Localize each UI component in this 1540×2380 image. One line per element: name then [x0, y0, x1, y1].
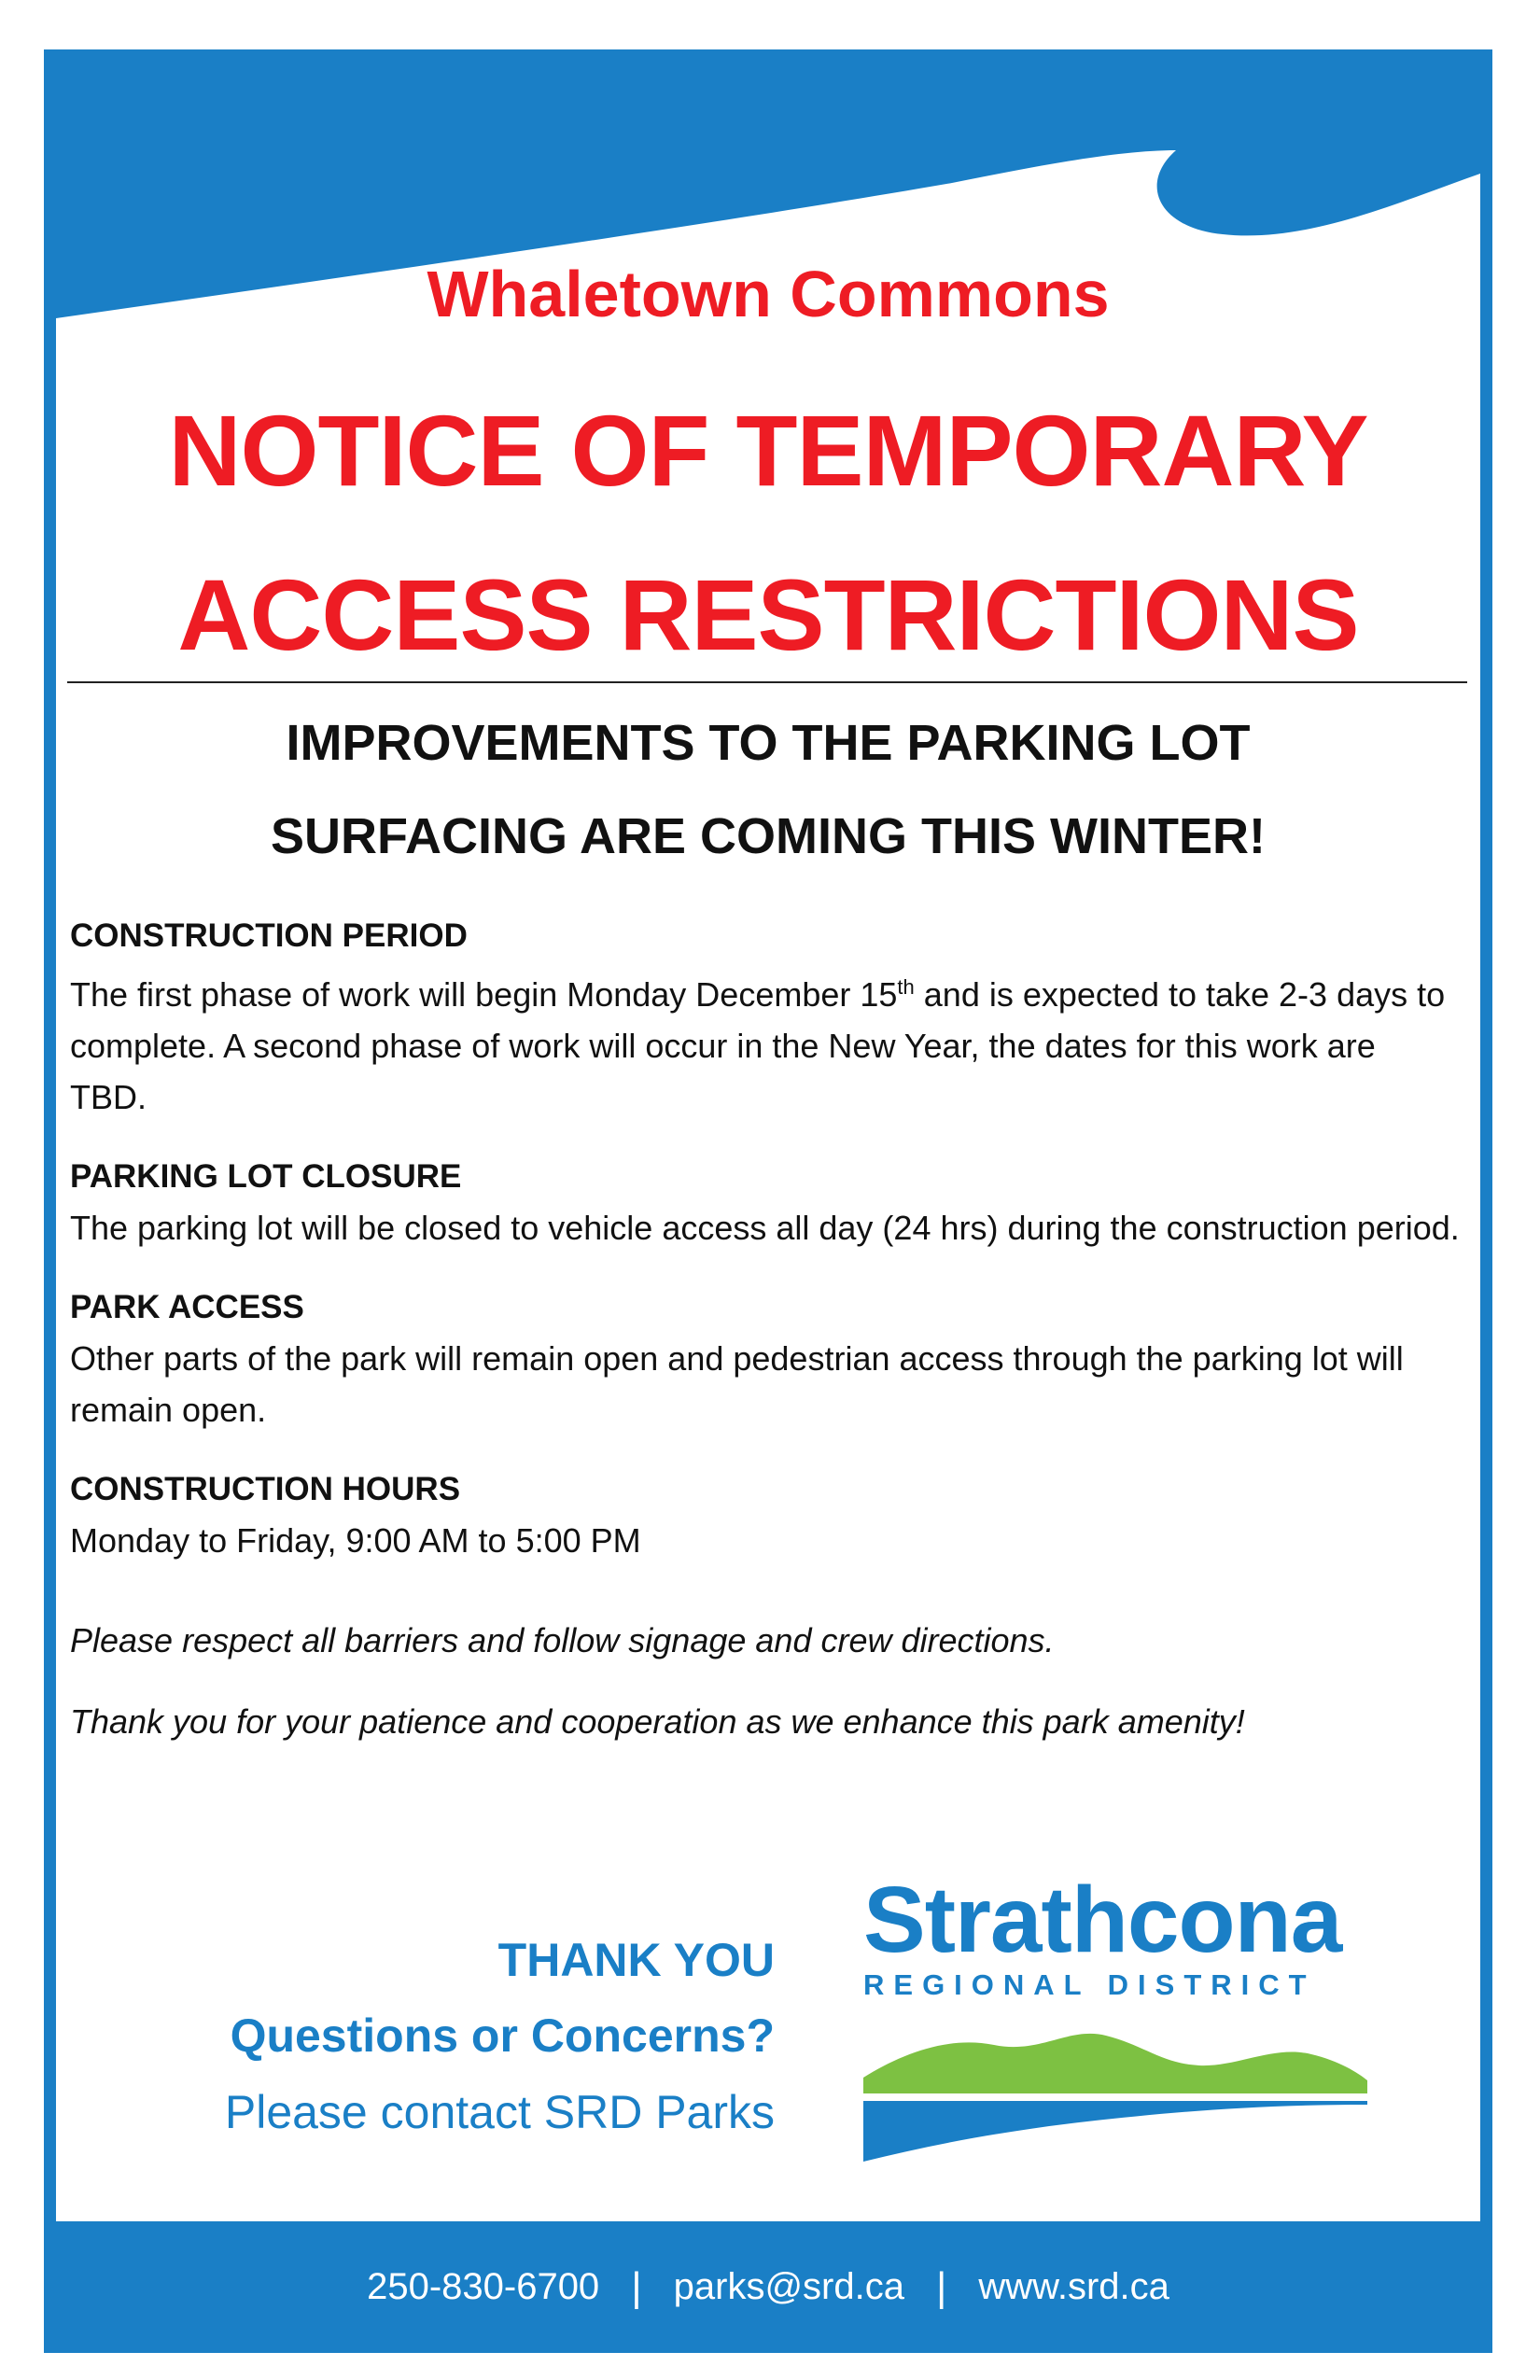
section-title: CONSTRUCTION HOURS: [70, 1471, 461, 1507]
section-park-access: [70, 1281, 1461, 1435]
section-text: The parking lot will be closed to vehicle access all day (24 hrs) during the construction period.: [70, 1209, 1460, 1247]
srd-logo: [863, 1868, 1377, 2166]
note-respect-barriers: Please respect all barriers and follow signage and crew directions.: [70, 1621, 1055, 1659]
section-text: Other parts of the park will remain open and pedestrian access through the parking lot will remain open.: [70, 1339, 1404, 1429]
footer-phone: 250-830-6700: [367, 2266, 600, 2307]
section-text-part: The first phase of work will begin Monday December 15: [70, 975, 898, 1014]
notice-body: [70, 910, 1461, 1747]
contact-block: [93, 1923, 775, 2150]
logo-landscape-icon: [863, 2008, 1367, 2166]
thank-you-text: THANK YOU: [497, 1934, 775, 1986]
note-thank-you: Thank you for your patience and cooperation as we enhance this park amenity!: [70, 1702, 1245, 1741]
notice-title: [44, 369, 1492, 697]
section-parking-lot-closure: [70, 1151, 1461, 1253]
park-name-heading: Whaletown Commons: [427, 258, 1110, 330]
section-text: [70, 961, 1461, 1123]
footer-email: parks@srd.ca: [673, 2266, 904, 2307]
divider-line: [67, 681, 1467, 683]
section-title: CONSTRUCTION PERIOD: [70, 917, 468, 954]
footer-separator: |: [935, 2263, 947, 2310]
footer-separator: |: [631, 2263, 642, 2310]
section-text: Monday to Friday, 9:00 AM to 5:00 PM: [70, 1521, 641, 1560]
section-title: PARK ACCESS: [70, 1289, 304, 1325]
logo-name: Strathcona: [863, 1868, 1342, 1972]
footer-contact-bar: [44, 2221, 1492, 2353]
footer-website: www.srd.ca: [978, 2266, 1169, 2307]
section-construction-hours: [70, 1463, 1461, 1566]
notice-title-line2: ACCESS RESTRICTIONS: [177, 558, 1359, 671]
subheading-line2: SURFACING ARE COMING THIS WINTER!: [271, 808, 1266, 864]
subheading: [44, 696, 1492, 883]
subheading-line1: IMPROVEMENTS TO THE PARKING LOT: [286, 715, 1251, 771]
notice-title-line1: NOTICE OF TEMPORARY: [168, 394, 1368, 507]
contact-text: Please contact SRD Parks: [224, 2086, 775, 2138]
section-text-part: and is expected to take 2-3 days to complete. A second phase of work will occur in the New Year, the dates for this work are TBD.: [70, 975, 1446, 1116]
superscript-th: th: [897, 975, 915, 999]
section-construction-period: [70, 910, 1461, 1123]
section-title: PARKING LOT CLOSURE: [70, 1158, 462, 1195]
questions-text: Questions or Concerns?: [230, 2009, 775, 2062]
logo-subtitle: REGIONAL DISTRICT: [863, 1968, 1316, 2001]
